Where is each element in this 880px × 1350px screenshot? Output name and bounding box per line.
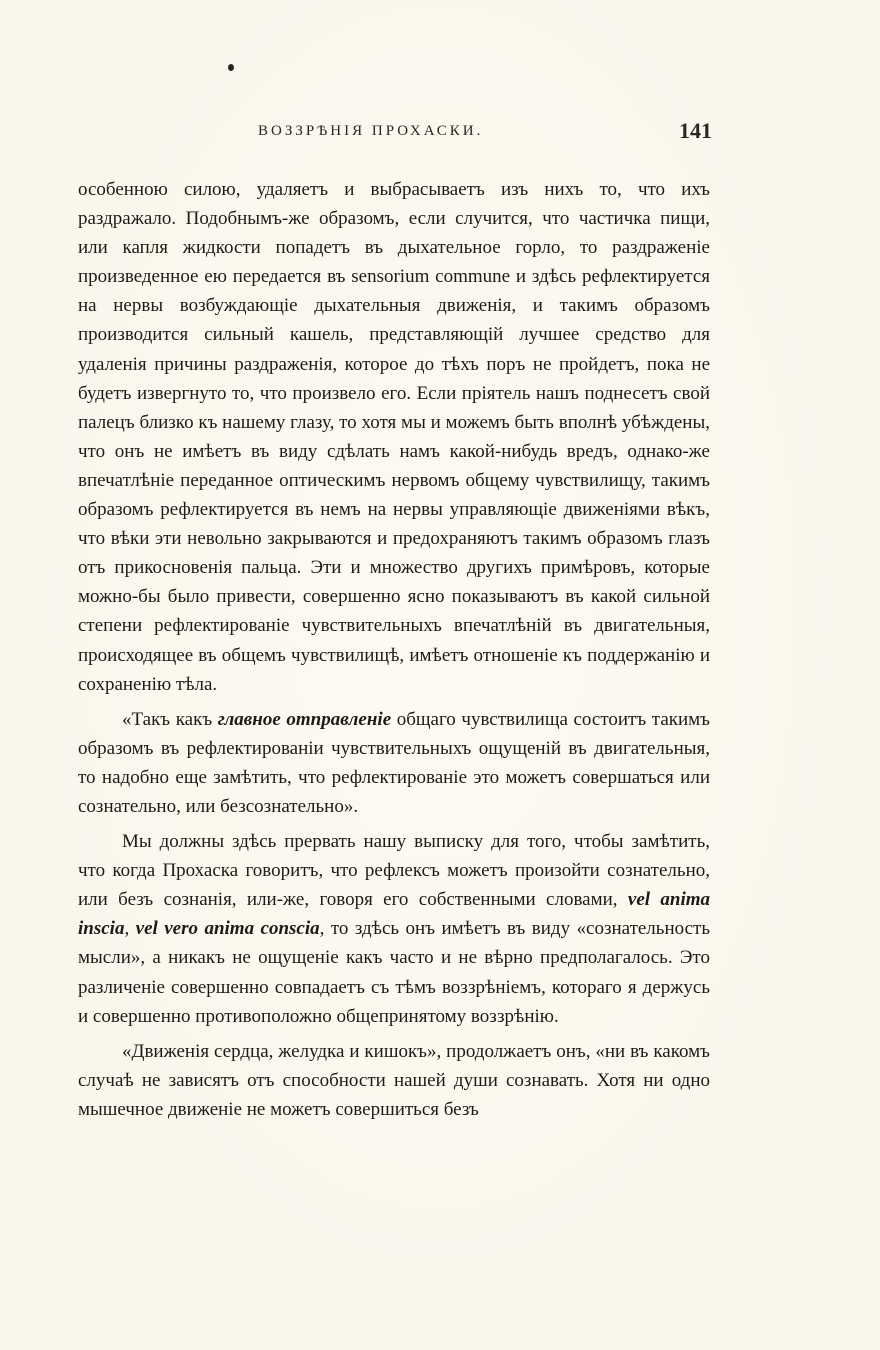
text-run: Мы должны здѣсь прервать нашу выписку для того, чтобы замѣтить, что когда Прохаска говоритъ, что рефлексъ можетъ произойти сознательно, или безъ сознанія, или-же, говоря его собственными словами, — [78, 831, 710, 911]
text-run: особенною силою, удаляетъ и выбрасываетъ изъ нихъ то, что ихъ раздражало. Подобнымъ-же образомъ, если случится, что частичка пищи, или капля жидкости попадетъ въ дыхательное горло, то раздраженіе произведенное ею передается въ sensorium commune и здѣсь рефлектируется на нервы возбуждающіе дыхательныя движенія, и такимъ образомъ производится сильный кашель, представляющій лучшее средство для удаленія причины раздраженія, которое до тѣхъ поръ не пройдетъ, пока не будетъ извергнуто то, что произвело его. Если пріятель нашъ поднесетъ свой палецъ близко къ нашему глазу, то хотя мы и можемъ быть вполнѣ убѣждены, что онъ не имѣетъ въ виду сдѣлать намъ какой-нибудь вредъ, однако-же впечатлѣніе переданное оптическимъ нервомъ общему чувствилищу, такимъ образомъ рефлектируется въ немъ на нервы управляющіе движеніями вѣкъ, что вѣки эти невольно закрываются и предохраняютъ такимъ образомъ глазъ отъ прикосновенія пальца. Эти и множество другихъ примѣровъ, которые можно-бы было привести, совершенно ясно показываютъ въ какой сильной степени рефлектированіе чувствительныхъ впечатлѣній въ двигательныя, происходящее въ общемъ чувствилищѣ, имѣетъ отношеніе къ поддержанію и сохраненію тѣла. — [78, 179, 710, 695]
italic-text-run: главное отправленіе — [217, 708, 392, 730]
paragraph — [78, 827, 710, 1031]
page-header — [78, 118, 712, 150]
text-run: общаго чувствилища состоитъ такимъ образомъ въ рефлектированіи чувствительныхъ ощущеній въ двигательныя, то надобно еще замѣтить, что рефлектированіе это можетъ совершаться или сознательно, или безсознательно». — [78, 708, 710, 817]
running-title: ВОЗЗРѢНІЯ ПРОХАСКИ. — [258, 123, 484, 139]
paragraph — [78, 175, 710, 699]
text-run: «Такъ какъ — [122, 708, 218, 730]
body-text — [78, 175, 710, 1130]
italic-text-run: vel vero anima conscia — [135, 918, 320, 940]
text-run: , — [124, 918, 136, 940]
page-number: 141 — [679, 118, 712, 143]
text-run: «Движенія сердца, желудка и кишокъ», продолжаетъ онъ, «ни въ какомъ случаѣ не зависятъ отъ способности нашей души сознавать. Хотя ни одно мышечное движеніе не можетъ совершиться безъ — [78, 1040, 710, 1120]
italic-text-run: vel anima inscia — [78, 889, 710, 940]
ink-dot-mark — [228, 64, 234, 71]
paragraph — [78, 1037, 710, 1124]
paragraph — [78, 705, 710, 821]
text-run: , то здѣсь онъ имѣетъ въ виду «сознательность мысли», а никакъ не ощущеніе какъ часто и не вѣрно предполагалось. Это различеніе совершенно совпадаетъ съ тѣмъ воззрѣніемъ, котораго я держусь и совершенно противоположно общепринятому воззрѣнію. — [78, 918, 710, 1027]
